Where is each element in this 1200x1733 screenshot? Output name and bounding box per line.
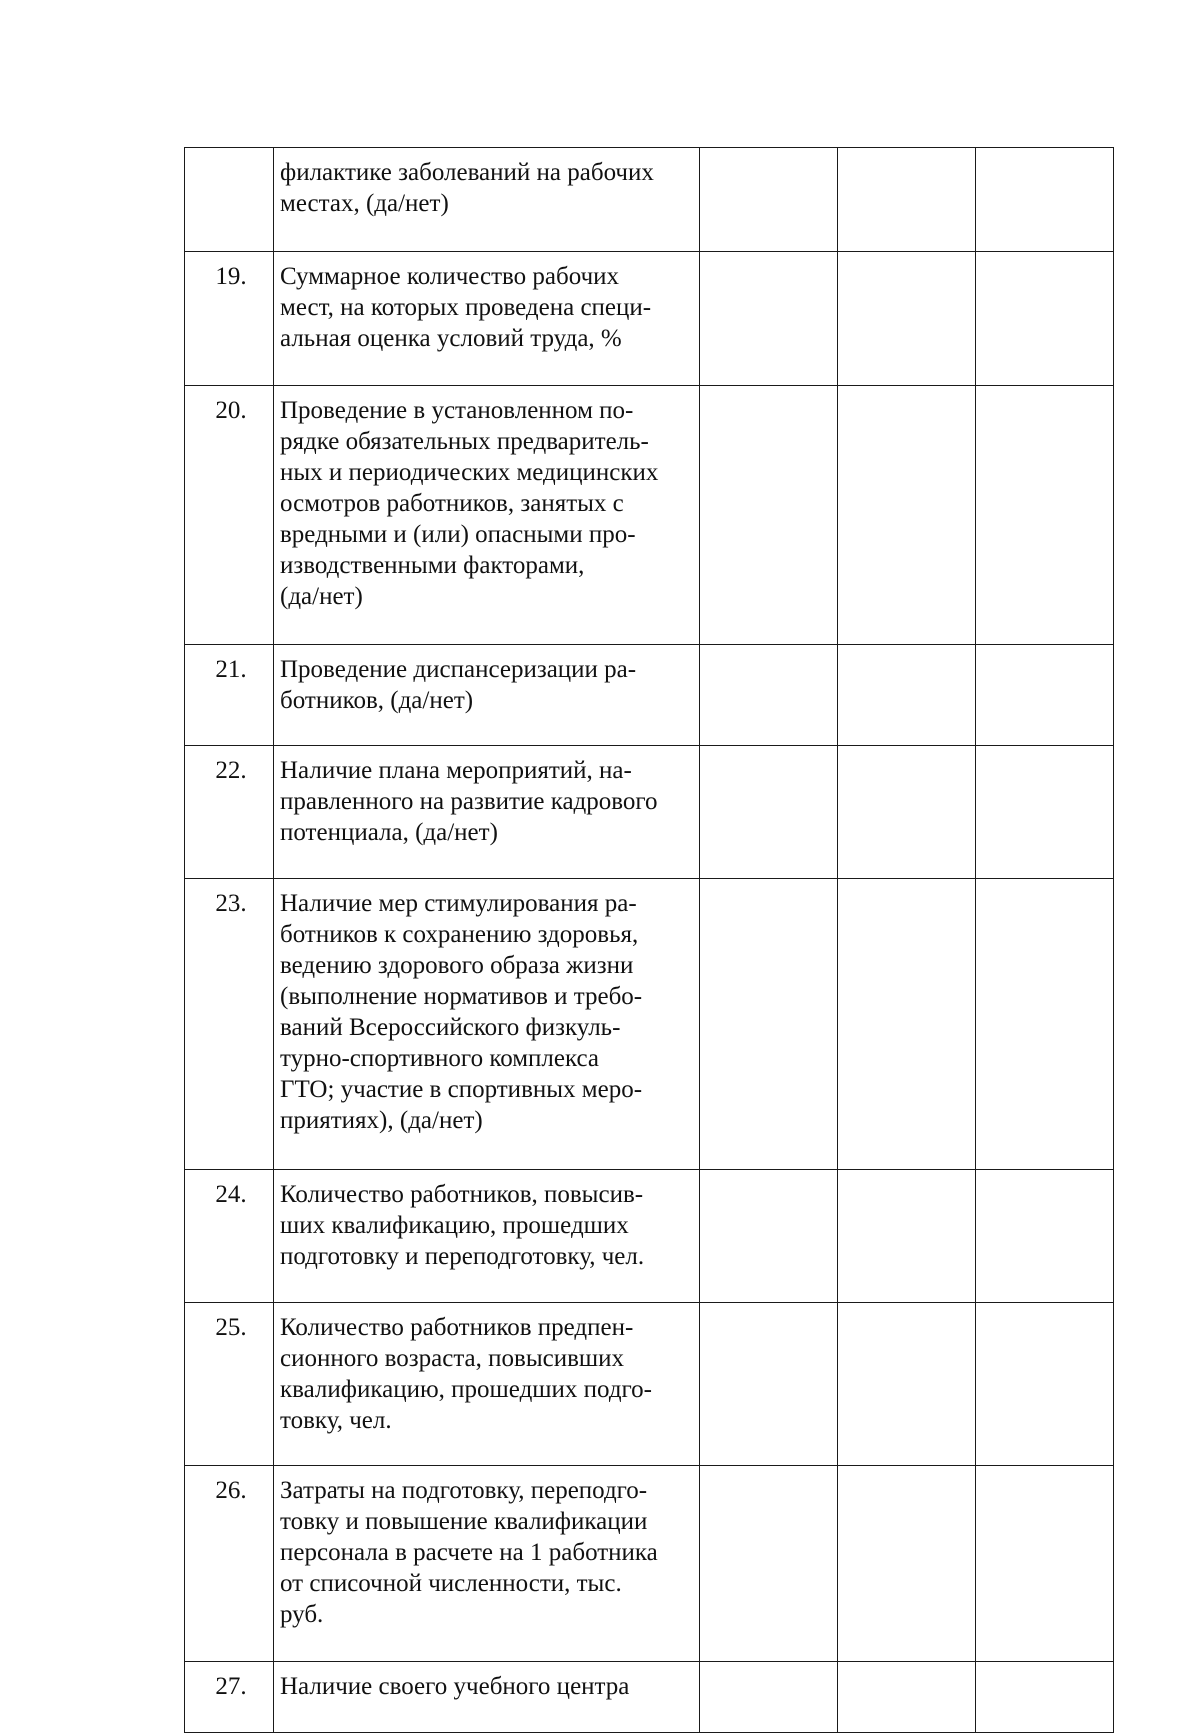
row-number: 25.: [185, 1303, 274, 1466]
value-cell: [700, 1466, 838, 1662]
row-description: филактике заболеваний на рабочих местах, (да/нет): [274, 148, 700, 252]
row-description: Наличие своего учебного центра: [274, 1662, 700, 1733]
value-cell: [976, 1170, 1114, 1303]
value-cell: [976, 1662, 1114, 1733]
table-row: [185, 1466, 1114, 1662]
row-description: Проведение в установленном по- рядке обязательных предваритель- ных и периодических медицинских осмотров работников, занятых с вредными и (или) опасными про- изводственными факторами, (да/нет): [274, 386, 700, 645]
table-row: [185, 252, 1114, 386]
value-cell: [700, 1303, 838, 1466]
value-cell: [838, 386, 976, 645]
row-description: Количество работников, повысив- ших квалификацию, прошедших подготовку и переподготовку, чел.: [274, 1170, 700, 1303]
value-cell: [976, 746, 1114, 879]
row-number: 23.: [185, 879, 274, 1170]
table-row: [185, 386, 1114, 645]
row-number: 26.: [185, 1466, 274, 1662]
row-description: Проведение диспансеризации ра- ботников, (да/нет): [274, 645, 700, 746]
value-cell: [700, 386, 838, 645]
value-cell: [838, 879, 976, 1170]
row-description: Наличие плана мероприятий, на- правленного на развитие кадрового потенциала, (да/нет): [274, 746, 700, 879]
value-cell: [838, 645, 976, 746]
row-number: 19.: [185, 252, 274, 386]
row-number: [185, 148, 274, 252]
row-description: Затраты на подготовку, переподго- товку и повышение квалификации персонала в расчете на 1 работника от списочной численности, тыс. руб.: [274, 1466, 700, 1662]
row-number: 27.: [185, 1662, 274, 1733]
value-cell: [976, 386, 1114, 645]
table-row: [185, 1662, 1114, 1733]
table-row: [185, 1170, 1114, 1303]
value-cell: [976, 148, 1114, 252]
value-cell: [838, 1170, 976, 1303]
row-number: 24.: [185, 1170, 274, 1303]
row-description: Наличие мер стимулирования ра- ботников к сохранению здоровья, ведению здорового образа жизни (выполнение нормативов и требо- ваний Всероссийского физкуль- турно-спортивного комплекса ГТО; участие в спортивных меро- приятиях), (да/нет): [274, 879, 700, 1170]
value-cell: [976, 645, 1114, 746]
value-cell: [700, 879, 838, 1170]
value-cell: [838, 252, 976, 386]
value-cell: [700, 252, 838, 386]
row-number: 22.: [185, 746, 274, 879]
value-cell: [700, 645, 838, 746]
table-row: [185, 879, 1114, 1170]
value-cell: [838, 1662, 976, 1733]
value-cell: [838, 1303, 976, 1466]
indicator-table: [184, 147, 1114, 1733]
value-cell: [700, 746, 838, 879]
value-cell: [700, 148, 838, 252]
table-row: [185, 148, 1114, 252]
value-cell: [976, 879, 1114, 1170]
table-row: [185, 1303, 1114, 1466]
table-row: [185, 746, 1114, 879]
value-cell: [700, 1662, 838, 1733]
value-cell: [838, 746, 976, 879]
row-number: 21.: [185, 645, 274, 746]
value-cell: [700, 1170, 838, 1303]
value-cell: [838, 1466, 976, 1662]
value-cell: [976, 1303, 1114, 1466]
table-row: [185, 645, 1114, 746]
row-number: 20.: [185, 386, 274, 645]
row-description: Количество работников предпен- сионного возраста, повысивших квалификацию, прошедших подго- товку, чел.: [274, 1303, 700, 1466]
row-description: Суммарное количество рабочих мест, на которых проведена специ- альная оценка условий труда, %: [274, 252, 700, 386]
value-cell: [838, 148, 976, 252]
value-cell: [976, 1466, 1114, 1662]
value-cell: [976, 252, 1114, 386]
